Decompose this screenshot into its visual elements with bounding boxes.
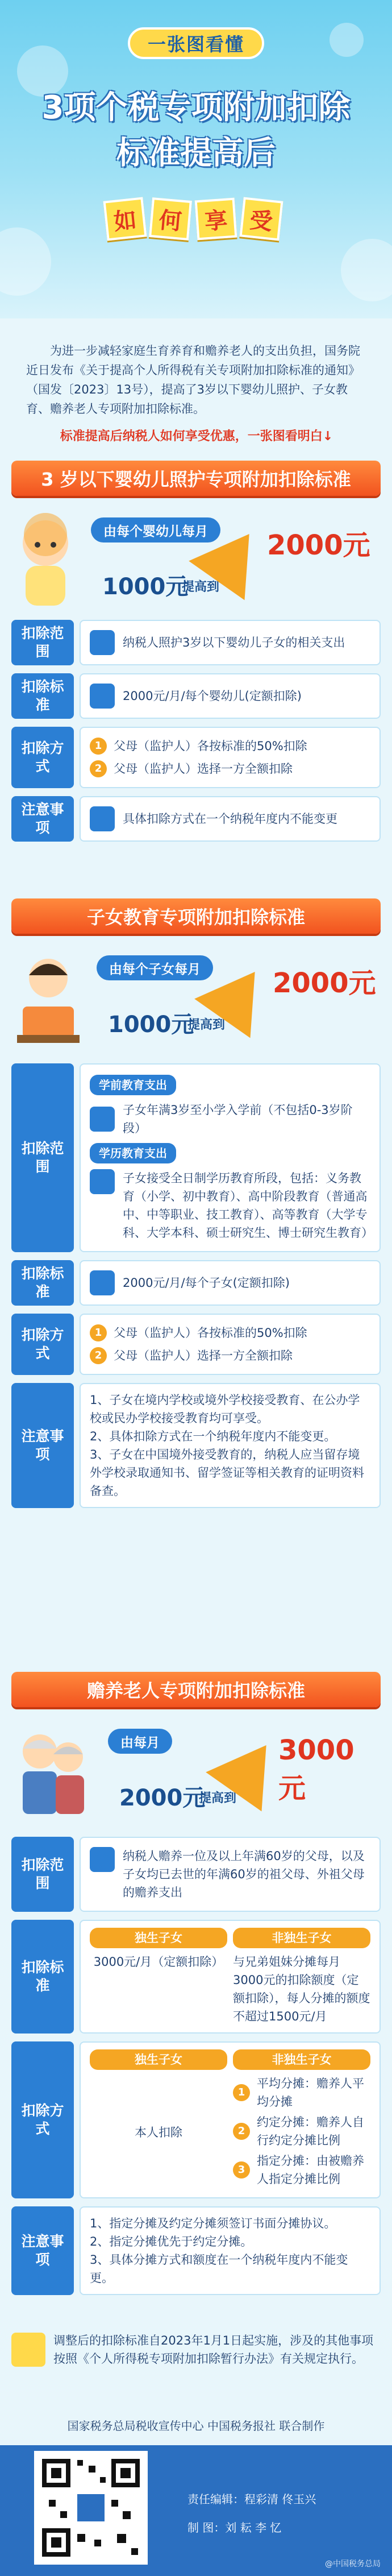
section1-rate-label: 由每个婴幼儿每月 — [91, 517, 220, 542]
enjoy-char: 如 — [103, 197, 147, 241]
row-text: 父母（监护人）选择一方全额扣除 — [114, 1349, 293, 1362]
sub-tag: 学历教育支出 — [90, 1143, 176, 1163]
credits — [187, 2485, 316, 2542]
number-badge: 2 — [90, 760, 107, 777]
note-item: 3、子女在中国境外接受教育的，纳税人应当留存境外学校录取通知书、留学签证等相关教育的证明资料备查。 — [90, 1448, 364, 1498]
row-label: 扣除标准 — [11, 1920, 74, 2034]
elderly-figure-icon — [11, 1723, 91, 1820]
row-body — [80, 673, 381, 719]
number-badge: 2 — [90, 1347, 107, 1364]
note-item: 1、指定分摊及约定分摊须签订书面分摊协议。 — [90, 2217, 336, 2230]
section1-rows — [11, 620, 381, 850]
row-label: 扣除范围 — [11, 1837, 74, 1912]
row-text: 子女接受全日制学历教育所段，包括：义务教育（小学、初中教育）、高中阶段教育（普通高中、中等职业、技工教育）、高等教育（大学专科、大学本科、硕士研究生、博士研究生教育） — [123, 1171, 373, 1240]
note-item: 2、具体扣除方式在一个纳税年度内不能变更。 — [90, 1430, 336, 1443]
row-text: 父母（监护人）各按标准的50%扣除 — [114, 739, 307, 753]
school-icon — [90, 1107, 115, 1132]
row-body — [80, 2041, 381, 2198]
baby-icon — [90, 630, 115, 655]
baby-figure-icon — [11, 512, 80, 608]
column-head: 非独生子女 — [233, 1928, 370, 1948]
intro-highlight: 标准提高后纳税人如何享受优惠，一张图看明白↓ — [60, 429, 333, 444]
sub-tag: 学前教育支出 — [90, 1075, 176, 1095]
hero-title-line2: 标准提高后 — [116, 135, 276, 172]
row-text: 具体扣除方式在一个纳税年度内不能变更 — [123, 812, 337, 826]
section2-rate-label: 由每个子女每月 — [97, 955, 213, 980]
table-row — [11, 1260, 381, 1306]
row-text: 指定分摊：由被赡养人指定分摊比例 — [257, 2154, 364, 2186]
table-row — [11, 673, 381, 719]
row-body — [80, 1383, 381, 1508]
number-badge: 1 — [90, 1324, 107, 1341]
note-item: 3、具体分摊方式和额度在一个纳税年度内不能变更。 — [90, 2253, 348, 2285]
row-label: 扣除标准 — [11, 1260, 74, 1306]
table-row — [11, 1314, 381, 1375]
intro-text: 为进一步减轻家庭生育养育和赡养老人的支出负担，国务院近日发布《关于提高个人所得税有关专项附加扣除标准的通知》（国发〔2023〕13号），提高了3岁以下婴幼儿照护、子女教育、赡养老人专项附加扣除标准。 — [26, 344, 360, 416]
table-row — [11, 2041, 381, 2198]
section1-rate-card — [11, 506, 381, 614]
calculator-icon — [90, 806, 115, 831]
enjoy-char: 何 — [149, 197, 192, 241]
row-body — [80, 1063, 381, 1252]
row-text: 纳税人赡养一位及以上年满60岁的父母，以及子女均已去世的年满60岁的祖父母、外祖父母的赡养支出 — [123, 1849, 365, 1899]
section2-title: 子女教育专项附加扣除标准 — [11, 898, 381, 934]
row-body — [80, 1260, 381, 1306]
credit-editor: 责任编辑：程彩清 佟玉兴 — [187, 2492, 316, 2506]
section2-rows — [11, 1063, 381, 1516]
row-label: 扣除方式 — [11, 2041, 74, 2198]
row-label: 注意事项 — [11, 1383, 74, 1508]
column-head: 独生子女 — [90, 1928, 227, 1948]
qr-code — [34, 2451, 148, 2565]
row-label: 扣除范围 — [11, 620, 74, 665]
row-text: 纳税人照护3岁以下婴幼儿子女的相关支出 — [123, 636, 345, 649]
row-body — [80, 1314, 381, 1375]
section3-rows — [11, 1837, 381, 2303]
row-label: 扣除方式 — [11, 1314, 74, 1375]
enjoy-char: 享 — [195, 198, 237, 241]
calendar-icon — [11, 2333, 45, 2367]
column-head: 独生子女 — [90, 2049, 227, 2070]
student-figure-icon — [11, 950, 85, 1046]
section3-up-text: 提高到 — [199, 1791, 237, 1805]
number-badge: 1 — [90, 738, 107, 755]
hero-title — [0, 85, 392, 176]
row-body — [80, 1920, 381, 2034]
row-text: 父母（监护人）各按标准的50%扣除 — [114, 1326, 307, 1340]
hero-title-line1: 3项个税专项附加扣除 — [41, 89, 351, 126]
decor-bubble — [330, 23, 364, 57]
section2-old-value: 1000元 — [108, 1012, 194, 1038]
number-badge: 1 — [233, 2084, 250, 2101]
row-body — [80, 727, 381, 788]
row-body — [80, 620, 381, 665]
section2-new-value: 2000元 — [273, 967, 376, 999]
row-text: 本人扣除 — [135, 2126, 182, 2139]
row-text: 3000元/月（定额扣除） — [93, 1955, 224, 1969]
qr-code-icon — [37, 2454, 144, 2561]
column-head: 非独生子女 — [233, 2049, 370, 2070]
section3-rate-label: 由每月 — [108, 1729, 172, 1754]
section3-new-value: 3000元 — [278, 1734, 355, 1804]
row-label: 注意事项 — [11, 796, 74, 842]
row-body — [80, 1837, 381, 1912]
row-text: 2000元/月/每个婴幼儿(定额扣除) — [123, 689, 302, 703]
elderly-icon — [90, 1847, 115, 1872]
number-badge: 3 — [233, 2161, 250, 2179]
note-item: 2、指定分摊优先于约定分摊。 — [90, 2235, 253, 2248]
section3-title: 赡养老人专项附加扣除标准 — [11, 1672, 381, 1707]
row-text: 2000元/月/每个子女(定额扣除) — [123, 1276, 290, 1290]
section1-title: 3 岁以下婴幼儿照护专项附加扣除标准 — [11, 461, 381, 496]
row-body — [80, 796, 381, 842]
row-text: 约定分摊：赡养人自行约定分摊比例 — [257, 2115, 364, 2147]
money-icon — [90, 1270, 115, 1295]
table-row — [11, 727, 381, 788]
footer-note-text: 调整后的扣除标准自2023年1月1日起实施，涉及的其他事项按照《个人所得税专项附加扣除暂行办法》有关规定执行。 — [53, 2334, 374, 2366]
section2-up-text: 提高到 — [187, 1018, 226, 1032]
footer-org: 国家税务总局税收宣传中心 中国税务报社 联合制作 — [67, 2419, 325, 2433]
decor-bubble — [0, 227, 51, 296]
note-item: 1、子女在境内学校或境外学校接受教育、在公办学校或民办学校接受教育均可享受。 — [90, 1393, 360, 1425]
enjoy-row — [105, 199, 281, 239]
row-body — [80, 2206, 381, 2295]
section2-rate-card — [11, 944, 381, 1052]
decor-bubble — [341, 239, 392, 301]
table-row — [11, 796, 381, 842]
row-text: 平均分摊：赡养人平均分摊 — [257, 2077, 364, 2109]
table-row — [11, 2206, 381, 2295]
footer-note — [11, 2331, 381, 2368]
section1-old-value: 1000元 — [102, 574, 189, 600]
section3-rate-card — [11, 1717, 381, 1825]
row-label: 扣除方式 — [11, 727, 74, 788]
enjoy-char: 受 — [240, 197, 283, 241]
row-text: 父母（监护人）选择一方全额扣除 — [114, 762, 293, 776]
row-label: 扣除标准 — [11, 673, 74, 719]
section3-old-value: 2000元 — [119, 1785, 206, 1811]
watermark: @中国税务总局 — [325, 2560, 381, 2569]
table-row — [11, 1063, 381, 1252]
row-text: 与兄弟姐妹分摊每月3000元的扣除额度（定额扣除），每人分摊的额度不超过1500元/月 — [233, 1955, 370, 2023]
number-badge: 2 — [233, 2123, 250, 2140]
table-row — [11, 620, 381, 665]
graduation-cap-icon — [90, 1169, 115, 1194]
row-text: 子女年满3岁至小学入学前（不包括0-3岁阶段） — [123, 1103, 353, 1135]
hero-tag: 一张图看懂 — [128, 27, 264, 59]
money-icon — [90, 684, 115, 709]
credit-maker: 制 图：刘 耘 李 忆 — [187, 2521, 282, 2534]
section1-up-text: 提高到 — [182, 580, 220, 594]
section1-new-value: 2000元 — [267, 529, 370, 561]
row-label: 扣除范围 — [11, 1063, 74, 1252]
hero-banner — [0, 0, 392, 318]
table-row — [11, 1920, 381, 2034]
row-label: 注意事项 — [11, 2206, 74, 2295]
table-row — [11, 1837, 381, 1912]
table-row — [11, 1383, 381, 1508]
